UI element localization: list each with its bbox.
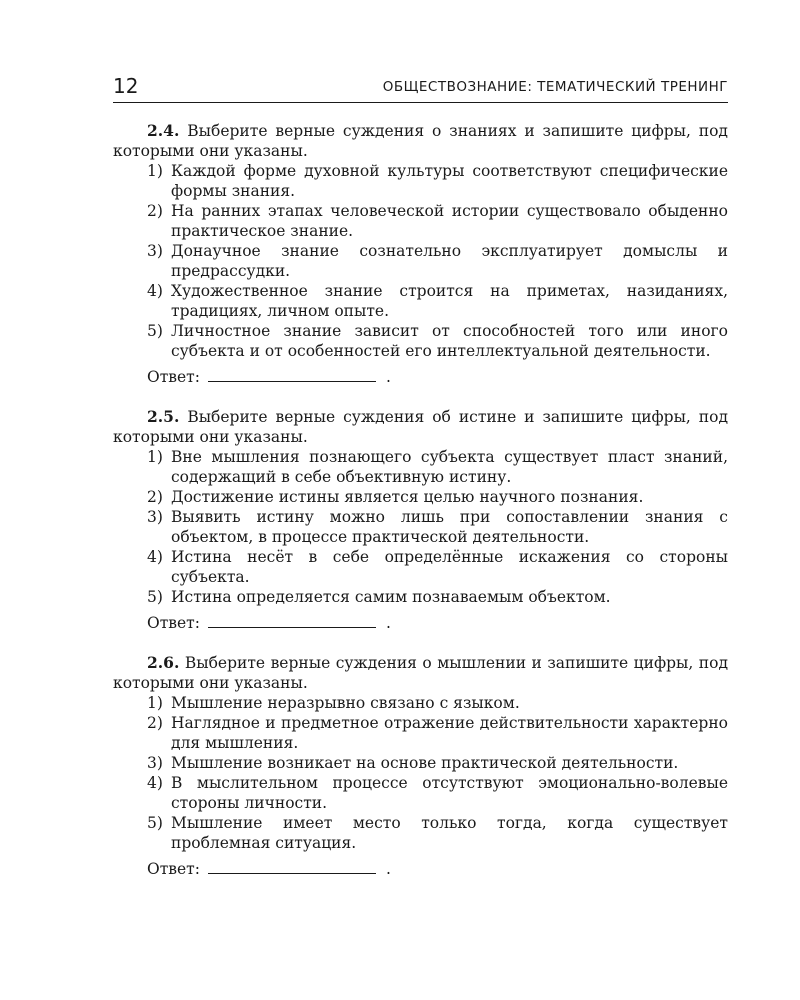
- answer-blank[interactable]: [208, 873, 376, 874]
- option-text: Наглядное и предметное отражение действительности характерно для мышления.: [171, 714, 728, 752]
- option-text: Каждой форме духовной культуры соответствуют специфические формы знания.: [171, 162, 728, 200]
- option-number: 4): [147, 548, 163, 566]
- task-2-6: [113, 653, 728, 879]
- option-number: 2): [147, 714, 163, 732]
- option-text: Мышление имеет место только тогда, когда существует проблемная ситуация.: [171, 814, 728, 852]
- option-number: 2): [147, 202, 163, 220]
- answer-line: [113, 367, 728, 387]
- option-text: Мышление неразрывно связано с языком.: [171, 694, 520, 712]
- option-item: [113, 587, 728, 607]
- option-item: [113, 487, 728, 507]
- option-text: Достижение истины является целью научного познания.: [171, 488, 644, 506]
- option-item: [113, 241, 728, 281]
- option-item: [113, 713, 728, 753]
- option-list: [113, 693, 728, 853]
- answer-label: Ответ:: [147, 860, 200, 878]
- answer-line: [113, 859, 728, 879]
- task-number: 2.4.: [147, 121, 180, 140]
- option-item: [113, 507, 728, 547]
- option-text: Вне мышления познающего субъекта существует пласт знаний, содержащий в себе объективную истину.: [171, 448, 728, 486]
- option-text: Истина определяется самим познаваемым объектом.: [171, 588, 611, 606]
- task-prompt: [113, 121, 728, 161]
- option-number: 3): [147, 242, 163, 260]
- answer-period: .: [385, 614, 391, 632]
- task-prompt-text: Выберите верные суждения о мышлении и запишите цифры, под которыми они указаны.: [113, 654, 728, 692]
- task-2-5: [113, 407, 728, 633]
- answer-blank[interactable]: [208, 627, 376, 628]
- option-number: 4): [147, 282, 163, 300]
- running-title: ОБЩЕСТВОЗНАНИЕ: ТЕМАТИЧЕСКИЙ ТРЕНИНГ: [382, 79, 728, 95]
- option-number: 5): [147, 814, 163, 832]
- option-list: [113, 161, 728, 361]
- option-text: На ранних этапах человеческой истории существовало обыденно практическое знание.: [171, 202, 728, 240]
- option-item: [113, 773, 728, 813]
- option-number: 2): [147, 488, 163, 506]
- option-item: [113, 753, 728, 773]
- answer-blank[interactable]: [208, 381, 376, 382]
- option-number: 3): [147, 754, 163, 772]
- option-number: 1): [147, 448, 163, 466]
- task-prompt-text: Выберите верные суждения о знаниях и запишите цифры, под которыми они указаны.: [113, 122, 728, 160]
- option-item: [113, 813, 728, 853]
- option-text: Выявить истину можно лишь при сопоставлении знания с объектом, в процессе практической деятельности.: [171, 508, 728, 546]
- answer-period: .: [385, 368, 391, 386]
- page-number: 12: [113, 74, 139, 98]
- option-number: 3): [147, 508, 163, 526]
- option-text: Мышление возникает на основе практической деятельности.: [171, 754, 679, 772]
- option-item: [113, 321, 728, 361]
- option-item: [113, 693, 728, 713]
- option-text: Донаучное знание сознательно эксплуатирует домыслы и предрассудки.: [171, 242, 728, 280]
- option-item: [113, 547, 728, 587]
- answer-period: .: [385, 860, 391, 878]
- option-text: В мыслительном процессе отсутствуют эмоционально-волевые стороны личности.: [171, 774, 728, 812]
- option-text: Художественное знание строится на приметах, назиданиях, традициях, личном опыте.: [171, 282, 728, 320]
- task-number: 2.6.: [147, 653, 180, 672]
- page-content: [113, 121, 728, 899]
- option-text: Истина несёт в себе определённые искажения со стороны субъекта.: [171, 548, 728, 586]
- option-number: 5): [147, 322, 163, 340]
- task-number: 2.5.: [147, 407, 180, 426]
- option-item: [113, 447, 728, 487]
- option-number: 1): [147, 694, 163, 712]
- option-text: Личностное знание зависит от способностей того или иного субъекта и от особенностей его интеллектуальной деятельности.: [171, 322, 728, 360]
- task-prompt: [113, 407, 728, 447]
- task-prompt: [113, 653, 728, 693]
- page-header: [113, 72, 728, 103]
- option-list: [113, 447, 728, 607]
- option-item: [113, 281, 728, 321]
- answer-label: Ответ:: [147, 368, 200, 386]
- option-item: [113, 201, 728, 241]
- task-prompt-text: Выберите верные суждения об истине и запишите цифры, под которыми они указаны.: [113, 408, 728, 446]
- answer-label: Ответ:: [147, 614, 200, 632]
- option-number: 5): [147, 588, 163, 606]
- option-item: [113, 161, 728, 201]
- task-2-4: [113, 121, 728, 387]
- option-number: 1): [147, 162, 163, 180]
- answer-line: [113, 613, 728, 633]
- option-number: 4): [147, 774, 163, 792]
